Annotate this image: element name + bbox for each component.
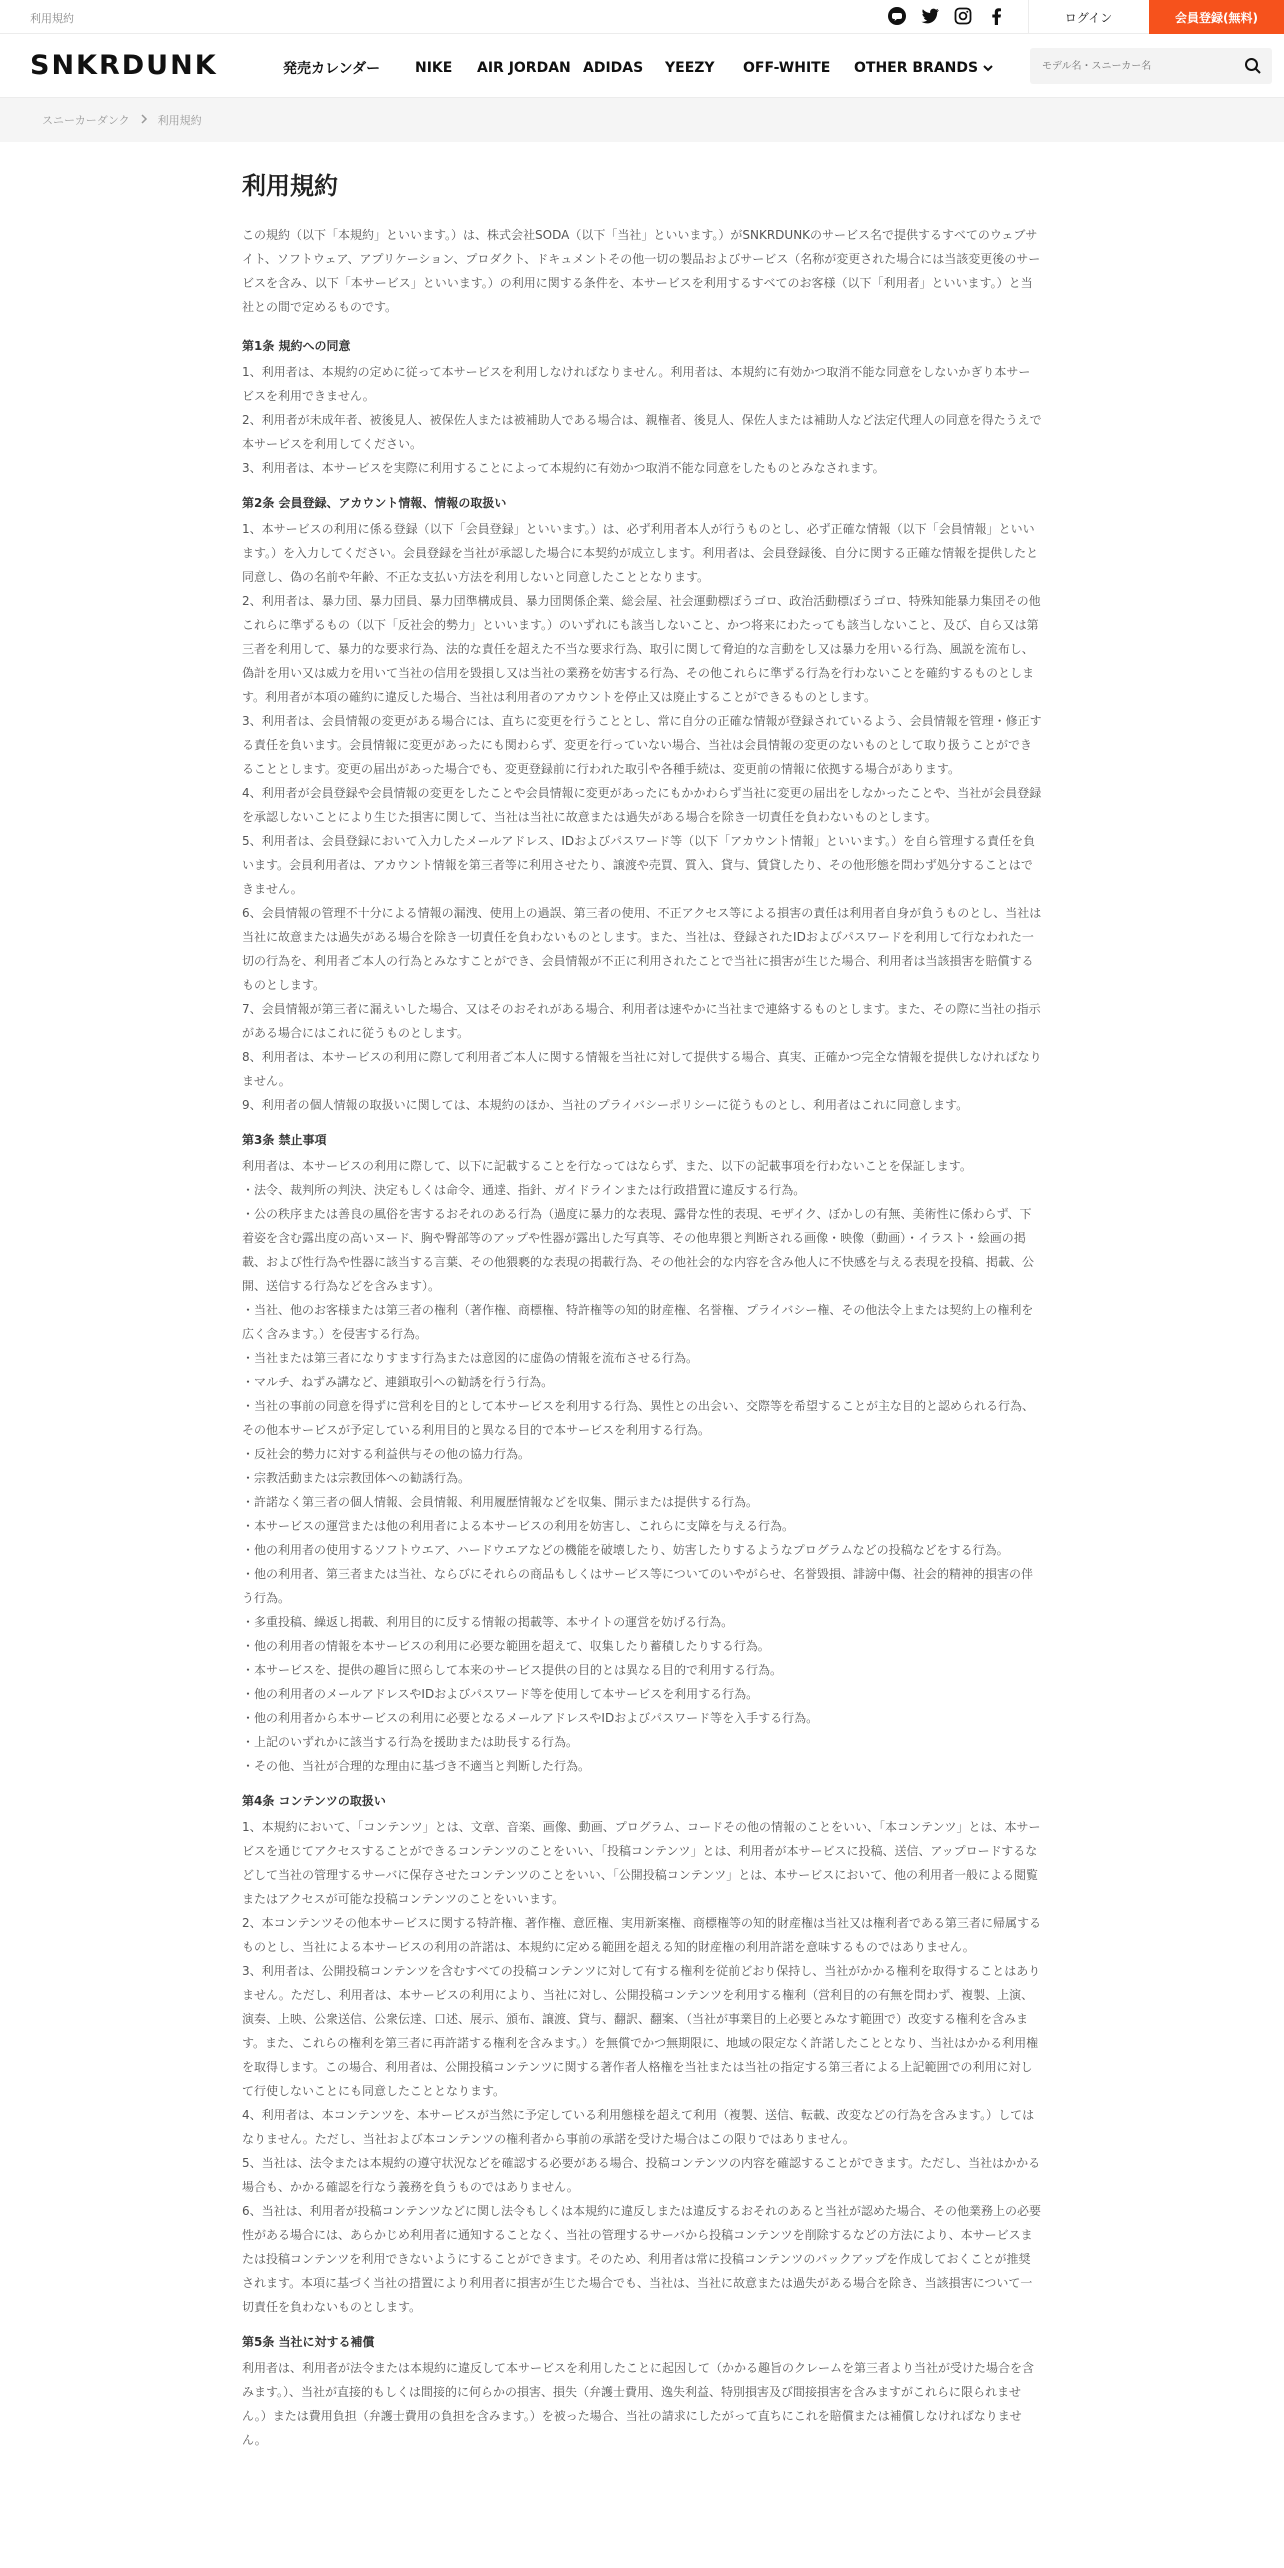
facebook-icon[interactable] — [986, 6, 1006, 26]
section-paragraph: 2、利用者は、暴力団、暴力団員、暴力団準構成員、暴力団関係企業、総会屋、社会運動標ぼうゴロ、政治活動標ぼうゴロ、特殊知能暴力集団その他これらに準ずるもの（以下「反社会的勢力」といいます。）のいずれにも該当しないこと、かつ将来にわたっても該当しないこと、及び、自ら又は第三者を利用して、暴力的な要求行為、法的な責任を超えた不当な要求行為、取引に関して脅迫的な言動をし又は暴力を用いる行為、風説を流布し、偽計を用い又は威力を用いて当社の信用を毀損し又は当社の業務を妨害する行為、その他これらに準ずる行為を行わないことを確約するものとします。利用者が本項の確約に違反した場合、当社は利用者のアカウントを停止又は廃止することができるものとします。 — [242, 594, 1041, 704]
terms-section — [242, 333, 1042, 480]
section-paragraph: ・マルチ、ねずみ講など、連鎖取引への勧誘を行う行為。 — [242, 1375, 554, 1389]
section-paragraph: ・他の利用者の使用するソフトウエア、ハードウエアなどの機能を破壊したり、妨害したりするようなプログラムなどの投稿などをする行為。 — [242, 1543, 1009, 1557]
section-paragraph: 4、利用者は、本コンテンツを、本サービスが当然に予定している利用態様を超えて利用（複製、送信、転載、改変などの行為を含みます。）してはなりません。ただし、当社および本コンテンツの権利者から事前の承諾を受けた場合はこの限りではありません。 — [242, 2108, 1035, 2146]
nav-nike[interactable]: NIKE — [415, 60, 453, 76]
section-paragraph: 2、利用者が未成年者、被後見人、被保佐人または被補助人である場合は、親権者、後見人、保佐人または補助人など法定代理人の同意を得たうえで本サービスを利用してください。 — [242, 413, 1042, 451]
section-paragraph: ・宗教活動または宗教団体への勧誘行為。 — [242, 1471, 471, 1485]
section-paragraph: ・多重投稿、繰返し掲載、利用目的に反する情報の掲載等、本サイトの運営を妨げる行為。 — [242, 1615, 734, 1629]
section-heading: 第5条 当社に対する補償 — [242, 2335, 375, 2349]
section-paragraph: ・当社、他のお客様または第三者の権利（著作権、商標権、特許権等の知的財産権、名誉権、プライバシー権、その他法令上または契約上の権利を広く含みます。）を侵害する行為。 — [242, 1303, 1034, 1341]
intro-paragraph: この規約（以下「本規約」といいます。）は、株式会社SODA（以下「当社」といいます。）がSNKRDUNKのサービス名で提供するすべてのウェブサイト、ソフトウェア、アプリケーション、プロダクト、ドキュメントその他一切の製品およびサービス（名称が変更された場合には当該変更後のサービスを含み、以下「本サービス」といいます。）の利用に関する条件を、本サービスを利用するすべてのお客様（以下「利用者」といいます。）と当社との間で定めるものです。 — [242, 228, 1041, 314]
chevron-right-icon — [140, 114, 148, 127]
section-paragraph: ・許諾なく第三者の個人情報、会員情報、利用履歴情報などを収集、開示または提供する行為。 — [242, 1495, 759, 1509]
terms-article — [242, 166, 1042, 2462]
section-paragraph: ・当社または第三者になりすます行為または意図的に虚偽の情報を流布させる行為。 — [242, 1351, 699, 1365]
section-paragraph: ・反社会的勢力に対する利益供与その他の協力行為。 — [242, 1447, 531, 1461]
section-heading: 第4条 コンテンツの取扱い — [242, 1794, 386, 1808]
nav-other-brands[interactable] — [854, 58, 994, 78]
section-paragraph: 1、本規約において、「コンテンツ」とは、文章、音楽、画像、動画、プログラム、コードその他の情報のことをいい、「本コンテンツ」とは、本サービスを通じてアクセスすることができるコンテンツのことをいい、「投稿コンテンツ」とは、利用者が本サービスに投稿、送信、アップロードするなどして当社の管理するサーバに保存させたコンテンツのことをいい、「公開投稿コンテンツ」とは、本サービスにおいて、他の利用者一般による閲覧またはアクセスが可能な投稿コンテンツのことをいいます。 — [242, 1820, 1041, 1906]
terms-sections — [242, 333, 1042, 2452]
section-paragraph: ・公の秩序または善良の風俗を害するおそれのある行為（過度に暴力的な表現、露骨な性的表現、モザイク、ぼかしの有無、美術性に係わらず、下着姿を含む露出度の高いヌード、胸や臀部等のアップや性器が露出した写真等、その他卑猥と判断される画像・映像（動画）・イラスト・絵画の掲載、および性行為や性器に該当する言葉、その他猥褻的な表現の掲載行為、その他社会的な内容を含み他人に不快感を与える表現を投稿、掲載、公開、送信する行為などを含みます）。 — [242, 1207, 1035, 1293]
line-icon[interactable] — [887, 6, 907, 26]
section-paragraph: ・本サービスの運営または他の利用者による本サービスの利用を妨害し、これらに支障を与える行為。 — [242, 1519, 795, 1533]
terms-section — [242, 1788, 1042, 2319]
section-paragraph: ・他の利用者の情報を本サービスの利用に必要な範囲を超えて、収集したり蓄積したりする行為。 — [242, 1639, 770, 1653]
nav-off-white[interactable]: OFF-WHITE — [743, 60, 831, 76]
social-links — [887, 6, 1006, 26]
nav-yeezy[interactable]: YEEZY — [665, 60, 715, 76]
section-paragraph: ・法令、裁判所の判決、決定もしくは命令、通達、指針、ガイドラインまたは行政措置に違反する行為。 — [242, 1183, 806, 1197]
section-paragraph: 6、会員情報の管理不十分による情報の漏洩、使用上の過誤、第三者の使用、不正アクセス等による損害の責任は利用者自身が負うものとし、当社は当社に故意または過失がある場合を除き一切責任を負わないものとします。また、当社は、登録されたIDおよびパスワードを利用して行なわれた一切の行為を、利用者ご本人の行為とみなすことができ、会員情報が不正に利用されたことで当社に損害が生じた場合、利用者は当該損害を賠償するものとします。 — [242, 906, 1042, 992]
section-heading: 第2条 会員登録、アカウント情報、情報の取扱い — [242, 496, 507, 510]
section-paragraph: 1、本サービスの利用に係る登録（以下「会員登録」といいます。）は、必ず利用者本人が行うものとし、必ず正確な情報（以下「会員情報」といいます。）を入力してください。会員登録を当社が承認した場合に本契約が成立します。利用者は、会員登録後、自分に関する正確な情報を提供したと同意し、偽の名前や年齢、不正な支払い方法を利用しないと同意したこととなります。 — [242, 522, 1039, 584]
breadcrumb — [0, 98, 1284, 142]
top-page-label: 利用規約 — [30, 12, 74, 25]
main-header — [0, 34, 1284, 98]
section-heading: 第1条 規約への同意 — [242, 339, 351, 353]
section-paragraph: 3、利用者は、会員情報の変更がある場合には、直ちに変更を行うこととし、常に自分の正確な情報が登録されているよう、会員情報を管理・修正する責任を負います。会員情報に変更があったにも関わらず、変更を行っていない場合、当社は会員情報の変更のないものとして取り扱うことができることとします。変更の届出があった場合でも、変更登録前に行われた取引や各種手続は、変更前の情報に依拠する場合があります。 — [242, 714, 1042, 776]
section-paragraph: 利用者は、本サービスの利用に際して、以下に記載することを行なってはならず、また、以下の記載事項を行わないことを保証します。 — [242, 1159, 972, 1173]
search-box — [1030, 48, 1272, 84]
nav-adidas[interactable]: ADIDAS — [583, 60, 644, 76]
section-paragraph: ・その他、当社が合理的な理由に基づき不適当と判断した行為。 — [242, 1759, 591, 1773]
site-logo[interactable]: SNKRDUNK — [30, 50, 218, 81]
search-icon[interactable] — [1244, 57, 1262, 79]
section-paragraph: ・他の利用者のメールアドレスやIDおよびパスワード等を使用して本サービスを利用する行為。 — [242, 1687, 759, 1701]
nav-other-brands-label: OTHER BRANDS — [854, 60, 979, 76]
section-paragraph: 9、利用者の個人情報の取扱いに関しては、本規約のほか、当社のプライバシーポリシーに従うものとし、利用者はこれに同意します。 — [242, 1098, 969, 1112]
section-paragraph: 利用者は、利用者が法令または本規約に違反して本サービスを利用したことに起因して（かかる趣旨のクレームを第三者より当社が受けた場合を含みます。）、当社が直接的もしくは間接的に何らかの損害、損失（弁護士費用、逸失利益、特別損害及び間接損害を含みますがこれらに限られません。）または費用負担（弁護士費用の負担を含みます。）を被った場合、当社の請求にしたがって直ちにこれを賠償または補償しなければなりません。 — [242, 2361, 1035, 2447]
nav-air-jordan[interactable]: AIR JORDAN — [477, 60, 571, 76]
nav-release-calendar[interactable]: 発売カレンダー — [283, 61, 381, 77]
login-link[interactable]: ログイン — [1028, 0, 1148, 34]
section-paragraph: 5、利用者は、会員登録において入力したメールアドレス、IDおよびパスワード等（以下「アカウント情報」といいます。）を自ら管理する責任を負います。会員利用者は、アカウント情報を第三者等に利用させたり、譲渡や売買、質入、貸与、賃貸したり、その他形態を問わず処分することはできません。 — [242, 834, 1036, 896]
section-paragraph: 8、利用者は、本サービスの利用に際して利用者ご本人に関する情報を当社に対して提供する場合、真実、正確かつ完全な情報を提供しなければなりません。 — [242, 1050, 1042, 1088]
section-paragraph: 2、本コンテンツその他本サービスに関する特許権、著作権、意匠権、実用新案権、商標権等の知的財産権は当社又は権利者である第三者に帰属するものとし、当社による本サービスの利用の許諾は、本規約に定める範囲を超える知的財産権の利用許諾を意味するものではありません。 — [242, 1916, 1042, 1954]
section-paragraph: 3、利用者は、公開投稿コンテンツを含むすべての投稿コンテンツに対して有する権利を従前どおり保持し、当社がかかる権利を取得することはありません。ただし、利用者は、本サービスの利用により、当社に対し、公開投稿コンテンツを利用する権利（営利目的の有無を問わず、複製、上演、演奏、上映、公衆送信、公衆伝達、口述、展示、頒布、譲渡、貸与、翻訳、翻案、（当社が事業目的上必要とみなす範囲で）改変する権利を含みます。また、これらの権利を第三者に再許諾する権利を含みます。）を無償でかつ無期限に、地域の限定なく許諾したこととなり、当社はかかる利用権を取得します。この場合、利用者は、公開投稿コンテンツに関する著作者人格権を当社または当社の指定する第三者による上記範囲での利用に対して行使しないことにも同意したこととなります。 — [242, 1964, 1041, 2098]
terms-section — [242, 1127, 1042, 1778]
section-paragraph: ・本サービスを、提供の趣旨に照らして本来のサービス提供の目的とは異なる目的で利用する行為。 — [242, 1663, 783, 1677]
brand-nav — [283, 58, 994, 78]
section-paragraph: ・他の利用者から本サービスの利用に必要となるメールアドレスやIDおよびパスワード等を入手する行為。 — [242, 1711, 819, 1725]
top-utility-bar — [0, 0, 1284, 34]
page-title: 利用規約 — [242, 172, 338, 200]
section-paragraph: 4、利用者が会員登録や会員情報の変更をしたことや会員情報に変更があったにもかかわらず当社に変更の届出をしなかったことや、当社が会員登録を承認しないことにより生じた損害に関して、当社は当社に故意または過失がある場合を除き一切責任を負わないものとします。 — [242, 786, 1042, 824]
section-paragraph: 6、当社は、利用者が投稿コンテンツなどに関し法令もしくは本規約に違反しまたは違反するおそれのあると当社が認めた場合、その他業務上の必要性がある場合には、あらかじめ利用者に通知することなく、当社の管理するサーバから投稿コンテンツを削除するなどの方法により、本サービスまたは投稿コンテンツを利用できないようにすることができます。そのため、利用者は常に投稿コンテンツのバックアップを作成しておくことが推奨されます。本項に基づく当社の措置により利用者に損害が生じた場合でも、当社は、当社に故意または過失がある場合を除き、当該損害について一切責任を負わないものとします。 — [242, 2204, 1042, 2314]
instagram-icon[interactable] — [953, 6, 973, 26]
section-paragraph: 7、会員情報が第三者に漏えいした場合、又はそのおそれがある場合、利用者は速やかに当社まで連絡するものとします。また、その際に当社の指示がある場合にはこれに従うものとします。 — [242, 1002, 1041, 1040]
section-paragraph: 1、利用者は、本規約の定めに従って本サービスを利用しなければなりません。利用者は、本規約に有効かつ取消不能な同意をしないかぎり本サービスを利用できません。 — [242, 365, 1031, 403]
search-input[interactable] — [1030, 48, 1220, 84]
section-heading: 第3条 禁止事項 — [242, 1133, 327, 1147]
section-paragraph: ・当社の事前の同意を得ずに営利を目的として本サービスを利用する行為、異性との出会い、交際等を希望することが主な目的と認められる行為、その他本サービスが予定している利用目的と異なる目的で本サービスを利用する行為。 — [242, 1399, 1035, 1437]
section-paragraph: ・他の利用者、第三者または当社、ならびにそれらの商品もしくはサービス等についてのいやがらせ、名誉毀損、誹謗中傷、社会的精神的損害の伴う行為。 — [242, 1567, 1034, 1605]
section-paragraph: 5、当社は、法令または本規約の遵守状況などを確認する必要がある場合、投稿コンテンツの内容を確認することができます。ただし、当社はかかる場合も、かかる確認を行なう義務を負うものではありません。 — [242, 2156, 1041, 2194]
chevron-down-icon — [982, 62, 994, 74]
section-paragraph: 3、利用者は、本サービスを実際に利用することによって本規約に有効かつ取消不能な同意をしたものとみなされます。 — [242, 461, 885, 475]
breadcrumb-current: 利用規約 — [157, 114, 202, 127]
section-paragraph: ・上記のいずれかに該当する行為を援助または助長する行為。 — [242, 1735, 579, 1749]
signup-button[interactable]: 会員登録(無料) — [1149, 0, 1284, 34]
twitter-icon[interactable] — [920, 6, 940, 26]
breadcrumb-home[interactable]: スニーカーダンク — [42, 114, 130, 127]
terms-section — [242, 2329, 1042, 2452]
terms-section — [242, 490, 1042, 1117]
